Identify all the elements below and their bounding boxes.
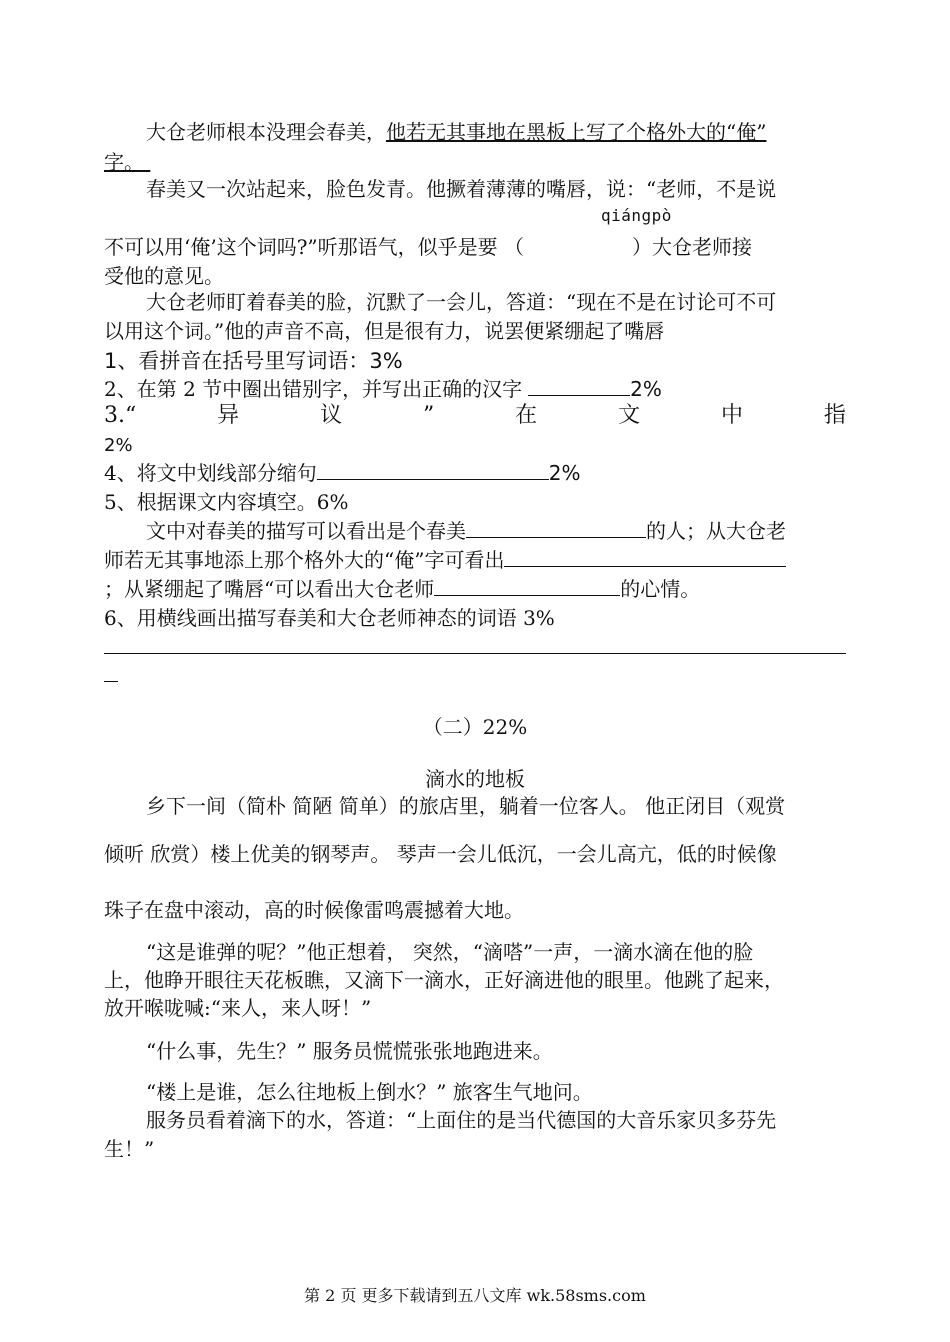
q4-answer-blank[interactable] bbox=[317, 459, 549, 480]
story-line-8: “楼上是谁，怎么往地板上倒水？” 旅客生气地问。 bbox=[146, 1080, 593, 1104]
p3-line2: 以用这个词。”他的声音不高，但是很有力，说罢便紧绷起了嘴唇 bbox=[104, 319, 665, 343]
p3-line1: 大仓老师盯着春美的脸，沉默了一会儿，答道：“现在不是在讨论可不可 bbox=[146, 290, 777, 314]
question-5: 5、根据课文内容填空。6% bbox=[104, 490, 349, 514]
story-line-6: 放开喉咙喊:“来人，来人呀！” bbox=[104, 996, 372, 1020]
story-line-9: 服务员看着滴下的水，答道：“上面住的是当代德国的大音乐家贝多芬先 bbox=[146, 1108, 777, 1132]
story-line-1: 乡下一间（简朴 简陋 简单）的旅店里，躺着一位客人。 他正闭目（观赏 bbox=[146, 794, 786, 818]
page-footer: 第 2 页 更多下载请到五八文库 wk.58sms.com bbox=[304, 1286, 646, 1305]
story-line-2: 倾听 欣赏）楼上优美的钢琴声。 琴声一会儿低沉，一会儿高亢，低的时候像 bbox=[104, 842, 777, 866]
story-line-5: 上，他睁开眼往天花板瞧，又滴下一滴水，正好滴进他的眼里。他跳了起来， bbox=[104, 968, 784, 992]
q2-answer-blank[interactable] bbox=[528, 375, 630, 396]
question-1: 1、看拼音在括号里写词语：3% bbox=[104, 349, 403, 373]
p1-line1 bbox=[146, 118, 846, 146]
story-title: 滴水的地板 bbox=[425, 767, 525, 791]
story-line-3: 珠子在盘中滚动，高的时候像雷鸣震撼着大地。 bbox=[104, 898, 524, 922]
p2-line1: 春美又一次站起来，脸色发青。他撅着薄薄的嘴唇，说：“老师，不是说 bbox=[146, 177, 777, 201]
p1-underlined-end: 字。 bbox=[104, 150, 144, 174]
story-line-10: 生！” bbox=[104, 1137, 155, 1161]
question-4: 4、将文中划线部分缩句 2% bbox=[104, 461, 581, 485]
q3-score: 2% bbox=[104, 435, 133, 456]
story-line-7: “什么事，先生？” 服务员慌慌张张地跑进来。 bbox=[146, 1039, 553, 1063]
q5-blank-2[interactable] bbox=[504, 546, 786, 567]
story-line-4: “这是谁弹的呢？”他正想着， 突然，“滴嗒”一声，一滴水滴在他的脸 bbox=[146, 940, 754, 964]
q6-answer-line-tail bbox=[104, 681, 118, 682]
p1-underlined-sentence: 他若无其事地在黑板上写了个格外大的“俺” bbox=[386, 120, 767, 144]
q6-answer-line[interactable] bbox=[104, 653, 846, 654]
q3-justified-row: 3.“ 异 议 ” 在 文 中 指 bbox=[104, 403, 846, 428]
pinyin-hint: qiángpò bbox=[601, 206, 672, 225]
p1-line2 bbox=[104, 148, 846, 176]
question-6: 6、用横线画出描写春美和大仓老师神态的词语 3% bbox=[104, 606, 555, 630]
q5-blank-1[interactable] bbox=[466, 517, 646, 538]
q5-line2: 师若无其事地添上那个格外大的“俺”字可看出 bbox=[104, 546, 846, 574]
q5-line3: ；从紧绷起了嘴唇“可以看出大仓老师 的心情。 bbox=[104, 577, 701, 601]
section-heading: （二）22% bbox=[422, 715, 528, 739]
p2-line3: 受他的意见。 bbox=[104, 264, 224, 288]
q5-line1: 文中对春美的描写可以看出是个春美 的人；从大仓老 bbox=[146, 519, 786, 543]
question-2: 2、在第 2 节中圈出错别字，并写出正确的汉字 2% bbox=[104, 377, 662, 401]
question-3 bbox=[104, 402, 846, 430]
p2-line2: 不可以用‘俺’这个词吗?”听那语气，似乎是要 （ ）大仓老师接 bbox=[104, 235, 753, 259]
p1-text: 大仓老师根本没理会春美， bbox=[146, 120, 386, 144]
q5-blank-3[interactable] bbox=[434, 575, 620, 596]
